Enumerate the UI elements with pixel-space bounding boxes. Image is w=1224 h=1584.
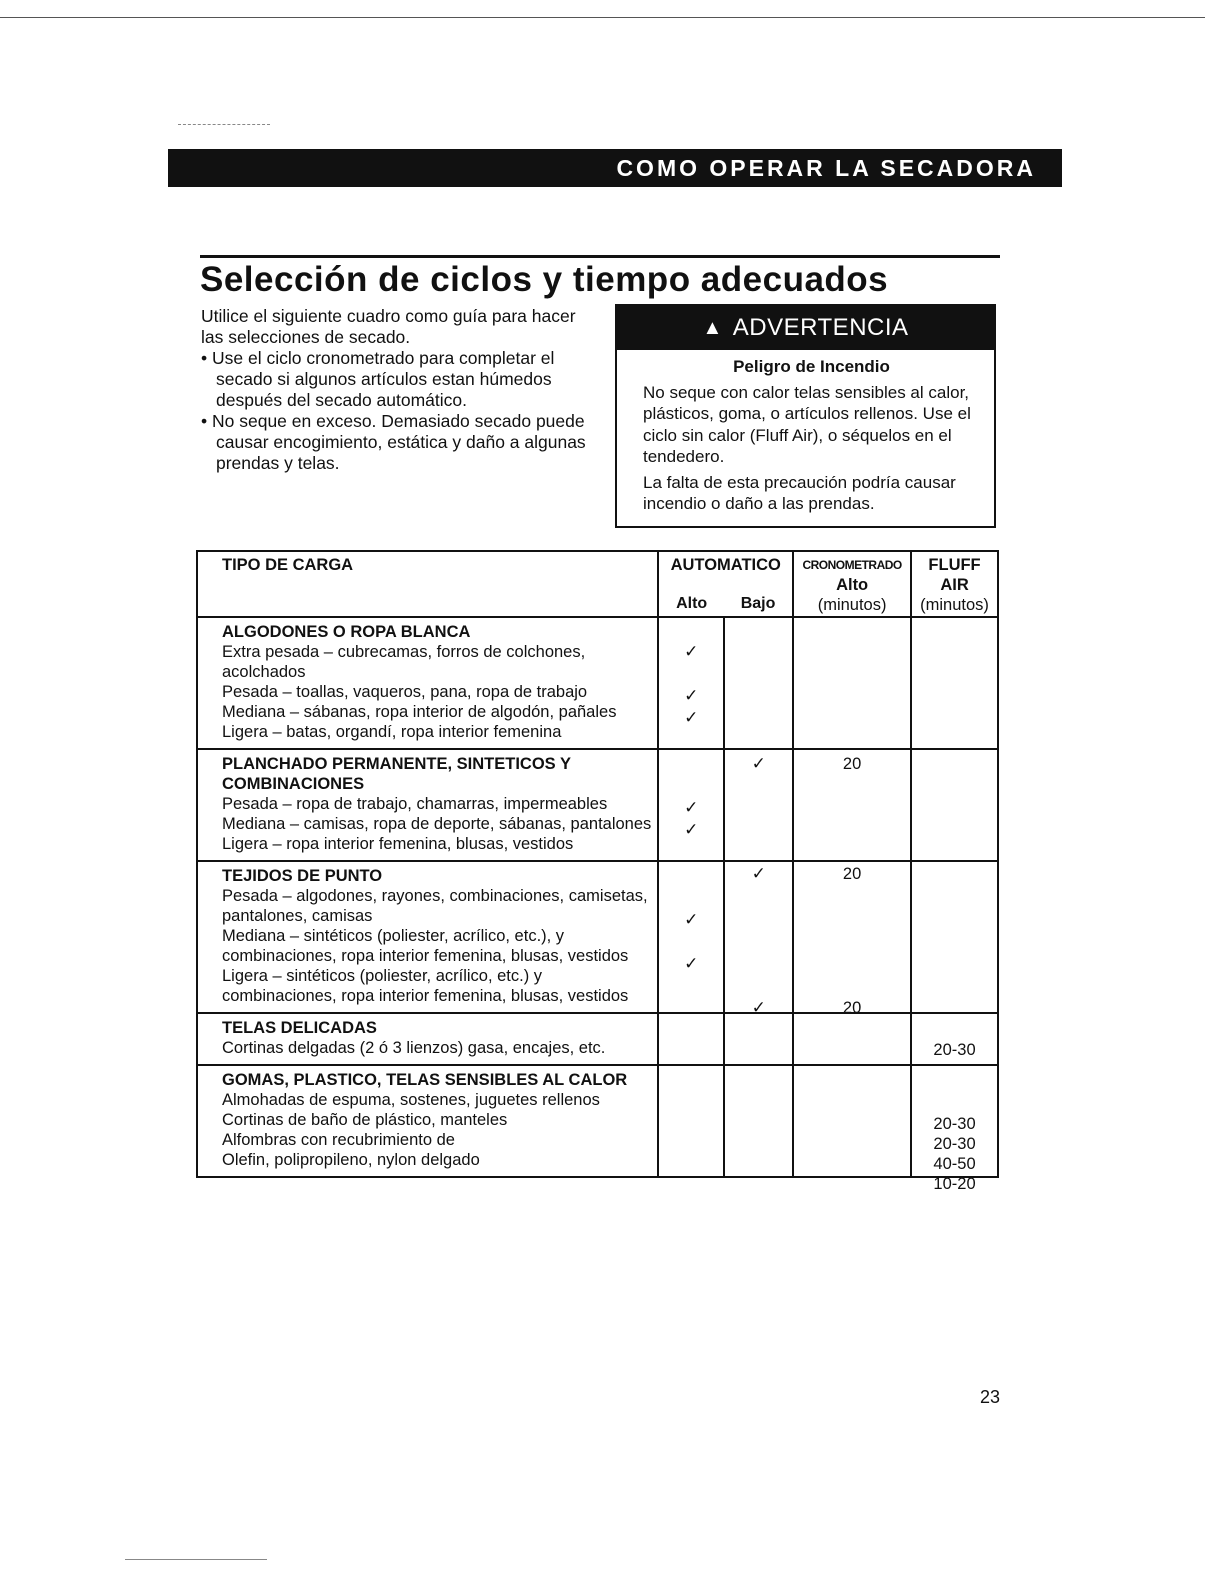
warning-body [617, 350, 994, 515]
auto-high-cell [658, 1065, 724, 1177]
header-fluff-label-2: AIR [940, 576, 969, 594]
cycle-selection-table [196, 550, 999, 1193]
auto-low-cell [724, 861, 793, 1017]
warning-triangle-icon: ▲ [702, 316, 723, 339]
auto-high-cell [658, 749, 724, 861]
header-fluff-label-1: FLUFF [928, 556, 981, 574]
fluff-minutes: 40-50 [933, 1155, 976, 1173]
check-icon: ✓ [684, 820, 699, 839]
warning-subheading: Peligro de Incendio [733, 357, 890, 376]
fluff-cell [911, 1065, 998, 1193]
timed-minutes: 20 [842, 999, 862, 1017]
header-automatic-label: AUTOMATICO [670, 556, 781, 574]
load-item: Mediana – sintéticos (poliester, acrílico, etc.), y combinaciones, ropa interior femenina, blusas, vestidos [222, 927, 629, 965]
fluff-minutes: 10-20 [933, 1175, 976, 1193]
bottom-rule [125, 1559, 267, 1560]
page-number: 23 [980, 1387, 1001, 1407]
header-timed-high: Alto [836, 576, 869, 594]
table-row [197, 749, 998, 861]
header-fluff-units: (minutos) [920, 596, 989, 614]
header-timed-label: CRONOMETRADO [802, 558, 902, 572]
auto-high-cell [658, 617, 724, 749]
header-timed [793, 551, 911, 617]
load-category: ALGODONES O ROPA BLANCA [222, 623, 471, 641]
timed-cell [793, 1013, 911, 1065]
warning-paragraph-1: No seque con calor telas sensibles al calor, plásticos, goma, o artículos rellenos. Use el ciclo sin calor (Fluff Air), o séquelos en el tendedero. [643, 382, 971, 466]
check-icon: ✓ [684, 954, 699, 973]
load-description [197, 749, 658, 861]
auto-low-cell [724, 1065, 793, 1177]
warning-heading: ADVERTENCIA [732, 314, 909, 341]
load-item: Alfombras con recubrimiento de [222, 1131, 455, 1149]
check-icon: ✓ [684, 686, 699, 705]
intro-bullet: • No seque en exceso. Demasiado secado puede causar encogimiento, estática y daño a algunas prendas y telas. [201, 411, 601, 474]
check-icon: ✓ [684, 642, 699, 661]
header-load-type: TIPO DE CARGA [197, 551, 658, 617]
load-description [197, 1065, 658, 1177]
header-fluff-air [911, 551, 998, 617]
load-description [197, 861, 658, 1013]
warning-header [617, 306, 994, 350]
section-banner: COMO OPERAR LA SECADORA [168, 149, 1062, 187]
load-item: Extra pesada – cubrecamas, forros de colchones, acolchados [222, 643, 586, 681]
auto-low-cell [724, 1013, 793, 1065]
header-auto-low: Bajo [740, 595, 776, 612]
fluff-cell [911, 749, 998, 861]
load-category: PLANCHADO PERMANENTE, SINTETICOS Y COMBINACIONES [222, 755, 571, 793]
fluff-minutes: 20-30 [933, 1135, 976, 1153]
fluff-cell [911, 861, 998, 1013]
load-item: Pesada – toallas, vaqueros, pana, ropa de trabajo [222, 683, 588, 701]
check-icon: ✓ [684, 708, 699, 727]
check-icon: ✓ [684, 910, 699, 929]
check-icon: ✓ [751, 864, 766, 883]
load-description [197, 1013, 658, 1065]
auto-low-cell [724, 617, 793, 773]
timed-cell [793, 617, 911, 773]
auto-low-cell [724, 749, 793, 883]
intro-bullet: • Use el ciclo cronometrado para completar el secado si algunos artículos estan húmedos después del secado automático. [201, 348, 601, 411]
intro-block [201, 306, 601, 474]
load-item: Olefin, polipropileno, nylon delgado [222, 1151, 480, 1169]
load-category: TELAS DELICADAS [222, 1019, 377, 1037]
load-category: GOMAS, PLASTICO, TELAS SENSIBLES AL CALOR [222, 1071, 628, 1089]
page-title: Selección de ciclos y tiempo adecuados [200, 260, 889, 299]
header-auto-high: Alto [676, 595, 708, 612]
load-item: Mediana – camisas, ropa de deporte, sábanas, pantalones [222, 815, 652, 833]
header-automatic [658, 551, 793, 617]
check-icon: ✓ [751, 754, 766, 773]
load-item: Cortinas delgadas (2 ó 3 lienzos) gasa, encajes, etc. [222, 1039, 606, 1057]
timed-minutes: 20 [842, 755, 862, 773]
decorative-dash [178, 124, 270, 125]
auto-high-cell [658, 861, 724, 1013]
check-icon: ✓ [751, 998, 766, 1017]
table-row [197, 1065, 998, 1177]
load-category: TEJIDOS DE PUNTO [222, 867, 383, 885]
top-rule [0, 17, 1205, 18]
table-row [197, 617, 998, 749]
intro-text: Utilice el siguiente cuadro como guía para hacer las selecciones de secado. [201, 306, 576, 347]
header-timed-units: (minutos) [817, 596, 887, 614]
load-item: Mediana – sábanas, ropa interior de algodón, pañales [222, 703, 617, 721]
timed-minutes: 20 [842, 865, 862, 883]
timed-cell [793, 749, 911, 883]
fluff-minutes: 20-30 [933, 1041, 976, 1059]
table-header-row [197, 551, 998, 617]
load-item: Cortinas de baño de plástico, manteles [222, 1111, 508, 1129]
timed-cell [793, 861, 911, 1017]
fluff-cell [911, 617, 998, 749]
table-row [197, 861, 998, 1013]
load-item: Ligera – sintéticos (poliester, acrílico, etc.) y combinaciones, ropa interior femenina, blusas, vestidos [222, 967, 629, 1005]
warning-box [615, 304, 996, 528]
intro-bullets [201, 348, 601, 474]
load-item: Almohadas de espuma, sostenes, juguetes rellenos [222, 1091, 600, 1109]
fluff-cell [911, 1013, 998, 1065]
table-row [197, 1013, 998, 1065]
warning-paragraph-2: La falta de esta precaución podría causar incendio o daño a las prendas. [643, 472, 956, 513]
fluff-minutes: 20-30 [933, 1115, 976, 1133]
timed-cell [793, 1065, 911, 1177]
load-item: Pesada – algodones, rayones, combinaciones, camisetas, pantalones, camisas [222, 887, 648, 925]
load-description [197, 617, 658, 749]
check-icon: ✓ [684, 798, 699, 817]
auto-high-cell [658, 1013, 724, 1065]
load-item: Pesada – ropa de trabajo, chamarras, impermeables [222, 795, 608, 813]
load-item: Ligera – ropa interior femenina, blusas, vestidos [222, 835, 574, 853]
load-item: Ligera – batas, organdí, ropa interior femenina [222, 723, 562, 741]
